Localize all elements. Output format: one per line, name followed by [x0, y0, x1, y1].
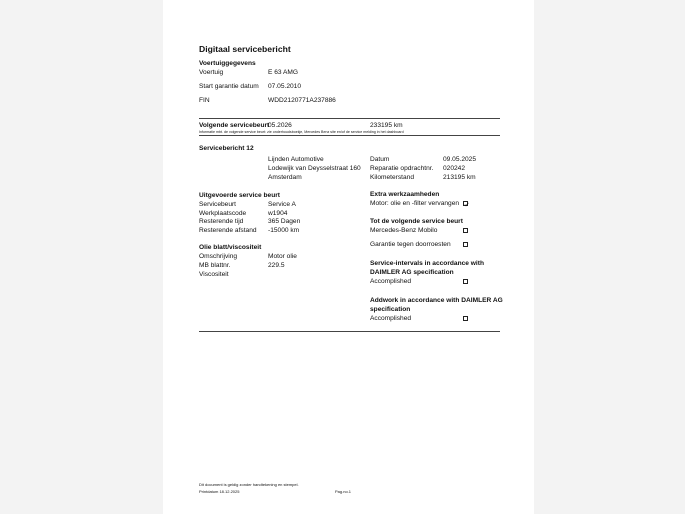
mobilo-checkbox — [463, 228, 468, 233]
next-visit-heading: Tot de volgende service beurt — [370, 218, 463, 225]
divider — [199, 118, 500, 119]
workshop-code-value: w1904 — [268, 210, 288, 217]
service-value: Service A — [268, 201, 296, 208]
oil-heading: Olie blatt/viscositeit — [199, 244, 262, 251]
mileage-label: Kilometerstand — [370, 174, 414, 181]
oil-description-label: Omschrijving — [199, 253, 238, 260]
validity-note: Dit document is geldig zonder handtekening en stempel. — [199, 482, 299, 487]
fin-label: FIN — [199, 97, 210, 104]
next-service-km: 233195 km — [370, 122, 403, 129]
next-service-date: 05.2026 — [268, 122, 292, 129]
intervals-checkbox — [463, 279, 468, 284]
rust-warranty-label: Garantie tegen doorroesten — [370, 241, 451, 248]
order-value: 020242 — [443, 165, 466, 172]
oil-description-value: Motor olie — [268, 253, 297, 260]
dealer-street: Lodewijk van Deysselstraat 160 — [268, 165, 361, 172]
print-date: Printdatum 18.12.2025 — [199, 489, 240, 494]
mileage-value: 213195 km — [443, 174, 476, 181]
service-label: Servicebeurt — [199, 201, 237, 208]
dealer-name: Lijnden Automotive — [268, 156, 324, 163]
divider — [199, 331, 500, 332]
remaining-time-value: 365 Dagen — [268, 218, 301, 225]
vehicle-section-heading: Voertuiggegevens — [199, 60, 256, 67]
divider — [199, 135, 500, 136]
intervals-heading-line1: Service-intervals in accordance with — [370, 260, 484, 267]
next-service-info: Informatie mbt. de volgende service beurt: zie onderhoudsboekje, Mercedes Benz site en/of de service melding in het dashboard — [199, 130, 404, 134]
rust-warranty-checkbox — [463, 242, 468, 247]
warranty-start-value: 07.05.2010 — [268, 83, 302, 90]
intervals-heading-line2: DAIMLER AG specification — [370, 269, 454, 276]
intervals-status: Accomplished — [370, 278, 412, 285]
addwork-checkbox — [463, 316, 468, 321]
workshop-code-label: Werkplaatscode — [199, 210, 247, 217]
remaining-time-label: Resterende tijd — [199, 218, 244, 225]
remaining-distance-label: Resterende afstand — [199, 227, 257, 234]
warranty-start-label: Start garantie datum — [199, 83, 259, 90]
report-title: Servicebericht 12 — [199, 145, 254, 152]
page-title: Digitaal servicebericht — [199, 44, 291, 54]
remaining-distance-value: -15000 km — [268, 227, 300, 234]
extra-work-item: Motor: olie en -filter vervangen — [370, 200, 460, 207]
addwork-status: Accomplished — [370, 315, 412, 322]
page-number: Pag.no.1 — [335, 489, 352, 494]
extra-work-checkbox — [463, 201, 468, 206]
viscosity-label: Viscositeit — [199, 271, 229, 278]
addwork-heading-line2: specification — [370, 306, 411, 313]
performed-heading: Uitgevoerde service beurt — [199, 192, 280, 199]
addwork-heading-line1: Addwork in accordance with DAIMLER AG — [370, 297, 503, 304]
dealer-city: Amsterdam — [268, 174, 302, 181]
vehicle-value: E 63 AMG — [268, 69, 299, 76]
document-page — [163, 0, 534, 514]
next-service-label: Volgende servicebeurt — [199, 122, 270, 129]
mb-sheet-value: 229.5 — [268, 262, 285, 269]
fin-value: WDD2120771A237886 — [268, 97, 336, 104]
date-value: 09.05.2025 — [443, 156, 477, 163]
mb-sheet-label: MB blattnr. — [199, 262, 231, 269]
date-label: Datum — [370, 156, 390, 163]
checkmark-icon — [464, 202, 469, 207]
extra-work-heading: Extra werkzaamheden — [370, 191, 440, 198]
vehicle-label: Voertuig — [199, 69, 224, 76]
order-label: Reparatie opdrachtnr. — [370, 165, 434, 172]
mobilo-label: Mercedes-Benz Mobilo — [370, 227, 438, 234]
